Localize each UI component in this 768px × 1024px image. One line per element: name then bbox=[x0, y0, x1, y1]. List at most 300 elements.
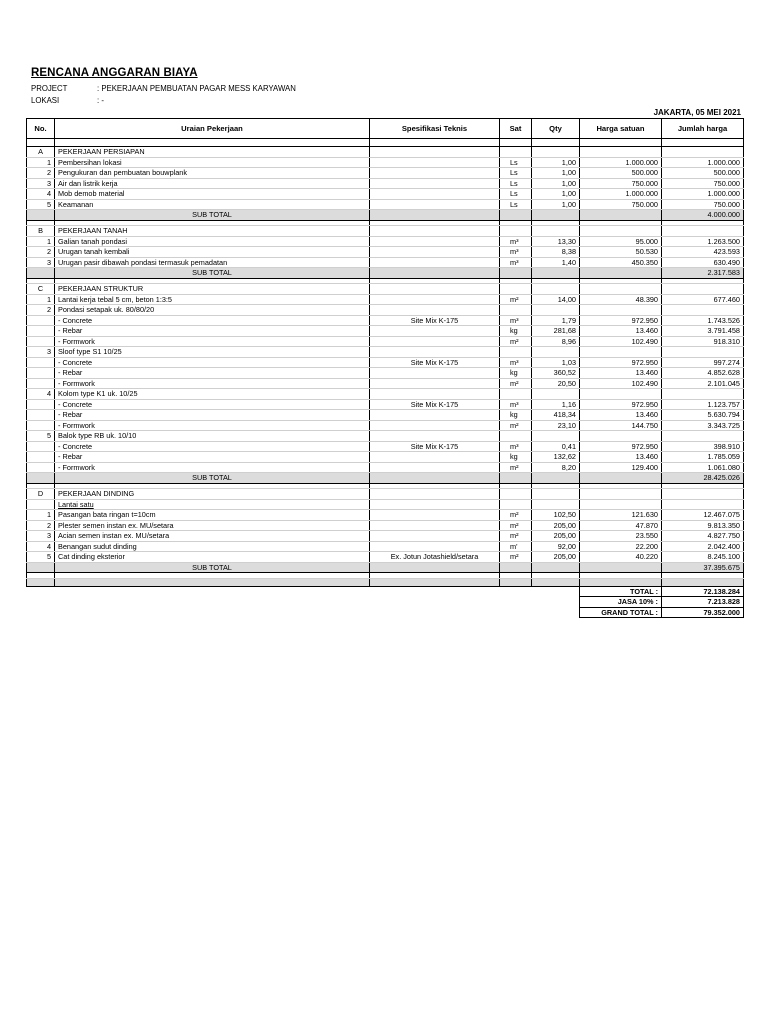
empty-cell bbox=[580, 473, 662, 484]
row-uraian: Keamanan bbox=[55, 199, 370, 210]
empty-cell bbox=[370, 226, 500, 237]
row-spesifikasi bbox=[370, 305, 500, 316]
empty-cell bbox=[532, 578, 580, 586]
section-header-row bbox=[27, 284, 744, 295]
table-row bbox=[27, 420, 744, 431]
row-harga-satuan: 48.390 bbox=[580, 294, 662, 305]
row-qty bbox=[532, 305, 580, 316]
empty-cell bbox=[500, 268, 532, 279]
row-sat: m³ bbox=[500, 236, 532, 247]
lokasi-label: LOKASI bbox=[31, 96, 60, 105]
row-qty: 205,00 bbox=[532, 520, 580, 531]
table-row bbox=[27, 368, 744, 379]
row-spesifikasi bbox=[370, 520, 500, 531]
row-no bbox=[27, 462, 55, 473]
row-jumlah-harga: 2.042.400 bbox=[662, 541, 744, 552]
row-jumlah-harga: 750.000 bbox=[662, 178, 744, 189]
row-spesifikasi bbox=[370, 157, 500, 168]
table-header-row bbox=[27, 119, 744, 139]
header-no: No. bbox=[27, 119, 55, 139]
row-no: 3 bbox=[27, 347, 55, 358]
total-value: 7.213.828 bbox=[662, 597, 744, 608]
row-harga-satuan bbox=[580, 431, 662, 442]
section-code: A bbox=[27, 147, 55, 158]
table-row bbox=[27, 431, 744, 442]
row-harga-satuan: 13.460 bbox=[580, 452, 662, 463]
row-qty: 102,50 bbox=[532, 510, 580, 521]
row-harga-satuan: 50.530 bbox=[580, 247, 662, 258]
row-harga-satuan: 972.950 bbox=[580, 315, 662, 326]
empty-cell bbox=[370, 473, 500, 484]
subtotal-label: SUB TOTAL bbox=[55, 562, 370, 573]
row-jumlah-harga: 3.791.458 bbox=[662, 326, 744, 337]
row-harga-satuan: 144.750 bbox=[580, 420, 662, 431]
empty-cell bbox=[580, 210, 662, 221]
row-harga-satuan: 47.870 bbox=[580, 520, 662, 531]
row-qty: 13,30 bbox=[532, 236, 580, 247]
empty-cell bbox=[662, 578, 744, 586]
row-spesifikasi bbox=[370, 541, 500, 552]
row-uraian: Pengukuran dan pembuatan bouwplank bbox=[55, 168, 370, 179]
row-qty: 20,50 bbox=[532, 378, 580, 389]
totals-row bbox=[27, 597, 744, 608]
row-jumlah-harga: 918.310 bbox=[662, 336, 744, 347]
section-title: PEKERJAAN DINDING bbox=[55, 489, 370, 500]
subtotal-row bbox=[27, 210, 744, 221]
row-jumlah-harga: 1.061.080 bbox=[662, 462, 744, 473]
row-uraian: Sloof type S1 10/25 bbox=[55, 347, 370, 358]
row-harga-satuan: 22.200 bbox=[580, 541, 662, 552]
subtotal-row bbox=[27, 268, 744, 279]
budget-table bbox=[26, 118, 744, 618]
table-row bbox=[27, 462, 744, 473]
subtotal-label: SUB TOTAL bbox=[55, 473, 370, 484]
row-spesifikasi bbox=[370, 389, 500, 400]
row-spesifikasi bbox=[370, 378, 500, 389]
row-sat bbox=[500, 347, 532, 358]
table-row bbox=[27, 236, 744, 247]
header-harga: Harga satuan bbox=[580, 119, 662, 139]
row-qty: 1,79 bbox=[532, 315, 580, 326]
section-title: PEKERJAAN TANAH bbox=[55, 226, 370, 237]
empty-cell bbox=[580, 139, 662, 147]
row-qty bbox=[532, 431, 580, 442]
empty-cell bbox=[55, 139, 370, 147]
row-no bbox=[27, 336, 55, 347]
subtotal-row bbox=[27, 473, 744, 484]
section-title: PEKERJAAN STRUKTUR bbox=[55, 284, 370, 295]
row-no bbox=[27, 420, 55, 431]
row-harga-satuan bbox=[580, 347, 662, 358]
row-sat: m² bbox=[500, 378, 532, 389]
row-spesifikasi bbox=[370, 178, 500, 189]
table-row bbox=[27, 336, 744, 347]
row-no: 3 bbox=[27, 178, 55, 189]
row-harga-satuan: 102.490 bbox=[580, 336, 662, 347]
row-jumlah-harga: 398.910 bbox=[662, 441, 744, 452]
empty-cell bbox=[662, 499, 744, 510]
row-sat: kg bbox=[500, 368, 532, 379]
row-spesifikasi bbox=[370, 452, 500, 463]
row-qty: 1,00 bbox=[532, 178, 580, 189]
row-spesifikasi bbox=[370, 462, 500, 473]
spacer-row bbox=[27, 139, 744, 147]
subtotal-value: 28.425.026 bbox=[662, 473, 744, 484]
empty-cell bbox=[370, 139, 500, 147]
row-no: 5 bbox=[27, 431, 55, 442]
row-harga-satuan: 972.950 bbox=[580, 441, 662, 452]
row-spesifikasi bbox=[370, 199, 500, 210]
row-spesifikasi: Site Mix K-175 bbox=[370, 357, 500, 368]
table-row bbox=[27, 541, 744, 552]
empty-cell bbox=[27, 499, 55, 510]
row-spesifikasi bbox=[370, 257, 500, 268]
row-jumlah-harga bbox=[662, 431, 744, 442]
row-qty: 1,16 bbox=[532, 399, 580, 410]
empty-cell bbox=[27, 473, 55, 484]
empty-cell bbox=[500, 284, 532, 295]
row-spesifikasi bbox=[370, 431, 500, 442]
row-sat: m² bbox=[500, 294, 532, 305]
row-sat bbox=[500, 431, 532, 442]
row-qty: 1,00 bbox=[532, 199, 580, 210]
empty-cell bbox=[580, 578, 662, 586]
row-no bbox=[27, 326, 55, 337]
project-value: : PEKERJAAN PEMBUATAN PAGAR MESS KARYAWAN bbox=[97, 84, 296, 93]
row-uraian: - Concrete bbox=[55, 399, 370, 410]
row-sat: m³ bbox=[500, 247, 532, 258]
row-uraian: - Concrete bbox=[55, 441, 370, 452]
row-no bbox=[27, 410, 55, 421]
table-row bbox=[27, 347, 744, 358]
row-harga-satuan: 972.950 bbox=[580, 399, 662, 410]
row-harga-satuan: 972.950 bbox=[580, 357, 662, 368]
empty-cell bbox=[27, 597, 580, 608]
table-row bbox=[27, 520, 744, 531]
empty-cell bbox=[500, 473, 532, 484]
subtotal-value: 37.395.675 bbox=[662, 562, 744, 573]
row-jumlah-harga: 8.245.100 bbox=[662, 552, 744, 563]
row-sat: m³ bbox=[500, 357, 532, 368]
empty-cell bbox=[27, 607, 580, 618]
empty-cell bbox=[500, 562, 532, 573]
row-no bbox=[27, 368, 55, 379]
row-qty: 0,41 bbox=[532, 441, 580, 452]
table-row bbox=[27, 247, 744, 258]
row-harga-satuan: 95.000 bbox=[580, 236, 662, 247]
row-sat: m³ bbox=[500, 441, 532, 452]
row-qty bbox=[532, 347, 580, 358]
subtotal-label: SUB TOTAL bbox=[55, 210, 370, 221]
row-jumlah-harga: 1.123.757 bbox=[662, 399, 744, 410]
row-harga-satuan: 750.000 bbox=[580, 199, 662, 210]
row-qty: 418,34 bbox=[532, 410, 580, 421]
row-sat: Ls bbox=[500, 199, 532, 210]
row-qty: 1,03 bbox=[532, 357, 580, 368]
empty-cell bbox=[370, 489, 500, 500]
row-sat: Ls bbox=[500, 178, 532, 189]
row-jumlah-harga bbox=[662, 389, 744, 400]
table-row bbox=[27, 441, 744, 452]
row-uraian: - Rebar bbox=[55, 452, 370, 463]
row-qty: 8,38 bbox=[532, 247, 580, 258]
row-no: 2 bbox=[27, 520, 55, 531]
row-harga-satuan: 121.630 bbox=[580, 510, 662, 521]
row-qty: 1,00 bbox=[532, 189, 580, 200]
row-uraian: Balok type RB uk. 10/10 bbox=[55, 431, 370, 442]
empty-cell bbox=[370, 210, 500, 221]
row-uraian: Plester semen instan ex. MU/setara bbox=[55, 520, 370, 531]
row-harga-satuan: 102.490 bbox=[580, 378, 662, 389]
subtotal-value: 2.317.583 bbox=[662, 268, 744, 279]
row-no bbox=[27, 399, 55, 410]
empty-cell bbox=[662, 489, 744, 500]
row-harga-satuan bbox=[580, 305, 662, 316]
row-no: 1 bbox=[27, 294, 55, 305]
row-no: 2 bbox=[27, 247, 55, 258]
row-jumlah-harga: 500.000 bbox=[662, 168, 744, 179]
empty-cell bbox=[370, 562, 500, 573]
subtotal-row bbox=[27, 562, 744, 573]
row-qty: 8,20 bbox=[532, 462, 580, 473]
totals-row bbox=[27, 607, 744, 618]
section-header-row bbox=[27, 226, 744, 237]
row-uraian: Acian semen instan ex. MU/setara bbox=[55, 531, 370, 542]
row-jumlah-harga: 1.000.000 bbox=[662, 189, 744, 200]
table-row bbox=[27, 257, 744, 268]
row-spesifikasi: Site Mix K-175 bbox=[370, 315, 500, 326]
section-title: PEKERJAAN PERSIAPAN bbox=[55, 147, 370, 158]
empty-cell bbox=[580, 268, 662, 279]
row-uraian: - Formwork bbox=[55, 336, 370, 347]
table-body bbox=[27, 139, 744, 618]
table-row bbox=[27, 357, 744, 368]
row-sat: m' bbox=[500, 541, 532, 552]
row-uraian: Pembersihan lokasi bbox=[55, 157, 370, 168]
empty-cell bbox=[500, 489, 532, 500]
total-value: 79.352.000 bbox=[662, 607, 744, 618]
row-harga-satuan: 129.400 bbox=[580, 462, 662, 473]
row-harga-satuan: 13.460 bbox=[580, 326, 662, 337]
empty-cell bbox=[532, 226, 580, 237]
empty-cell bbox=[580, 284, 662, 295]
row-harga-satuan: 13.460 bbox=[580, 368, 662, 379]
row-uraian: - Formwork bbox=[55, 378, 370, 389]
document-title: RENCANA ANGGARAN BIAYA bbox=[31, 67, 198, 79]
row-spesifikasi bbox=[370, 510, 500, 521]
row-uraian: Galian tanah pondasi bbox=[55, 236, 370, 247]
table-row bbox=[27, 294, 744, 305]
row-no bbox=[27, 315, 55, 326]
table-row bbox=[27, 199, 744, 210]
project-label: PROJECT bbox=[31, 84, 68, 93]
row-sat: m² bbox=[500, 552, 532, 563]
header-sat: Sat bbox=[500, 119, 532, 139]
row-jumlah-harga bbox=[662, 305, 744, 316]
empty-cell bbox=[27, 139, 55, 147]
row-uraian: - Formwork bbox=[55, 420, 370, 431]
row-jumlah-harga: 3.343.725 bbox=[662, 420, 744, 431]
row-qty: 8,96 bbox=[532, 336, 580, 347]
row-no: 5 bbox=[27, 199, 55, 210]
table-row bbox=[27, 326, 744, 337]
closing-row bbox=[27, 578, 744, 586]
empty-cell bbox=[500, 147, 532, 158]
empty-cell bbox=[27, 578, 55, 586]
row-uraian: Cat dinding eksterior bbox=[55, 552, 370, 563]
row-jumlah-harga: 1.263.500 bbox=[662, 236, 744, 247]
row-jumlah-harga: 2.101.045 bbox=[662, 378, 744, 389]
header-spesifikasi: Spesifikasi Teknis bbox=[370, 119, 500, 139]
row-harga-satuan: 450.350 bbox=[580, 257, 662, 268]
table-row bbox=[27, 452, 744, 463]
row-no: 1 bbox=[27, 157, 55, 168]
row-uraian: - Rebar bbox=[55, 410, 370, 421]
empty-cell bbox=[500, 499, 532, 510]
empty-cell bbox=[532, 139, 580, 147]
row-uraian: Lantai kerja tebal 5 cm, beton 1:3:5 bbox=[55, 294, 370, 305]
row-uraian: - Rebar bbox=[55, 368, 370, 379]
empty-cell bbox=[532, 489, 580, 500]
empty-cell bbox=[580, 499, 662, 510]
table-row bbox=[27, 305, 744, 316]
row-no: 2 bbox=[27, 305, 55, 316]
row-qty: 1,00 bbox=[532, 157, 580, 168]
row-no: 1 bbox=[27, 236, 55, 247]
empty-cell bbox=[580, 226, 662, 237]
row-uraian: - Concrete bbox=[55, 357, 370, 368]
empty-cell bbox=[580, 489, 662, 500]
empty-cell bbox=[500, 210, 532, 221]
document-date: JAKARTA, 05 MEI 2021 bbox=[653, 108, 741, 117]
table-row bbox=[27, 168, 744, 179]
section-header-row bbox=[27, 489, 744, 500]
empty-cell bbox=[532, 499, 580, 510]
row-jumlah-harga: 677.460 bbox=[662, 294, 744, 305]
row-jumlah-harga bbox=[662, 347, 744, 358]
table-row bbox=[27, 189, 744, 200]
empty-cell bbox=[532, 284, 580, 295]
row-sat: m² bbox=[500, 336, 532, 347]
row-qty bbox=[532, 389, 580, 400]
header-jumlah: Jumlah harga bbox=[662, 119, 744, 139]
row-no: 4 bbox=[27, 541, 55, 552]
empty-cell bbox=[500, 578, 532, 586]
row-sat: m³ bbox=[500, 399, 532, 410]
row-sat: m² bbox=[500, 462, 532, 473]
row-qty: 132,62 bbox=[532, 452, 580, 463]
row-spesifikasi bbox=[370, 294, 500, 305]
row-qty: 1,40 bbox=[532, 257, 580, 268]
table-row bbox=[27, 157, 744, 168]
row-jumlah-harga: 630.490 bbox=[662, 257, 744, 268]
row-spesifikasi bbox=[370, 347, 500, 358]
row-sat: Ls bbox=[500, 168, 532, 179]
row-spesifikasi: Site Mix K-175 bbox=[370, 441, 500, 452]
row-harga-satuan: 500.000 bbox=[580, 168, 662, 179]
row-spesifikasi bbox=[370, 420, 500, 431]
row-qty: 281,68 bbox=[532, 326, 580, 337]
total-value: 72.138.284 bbox=[662, 586, 744, 597]
row-jumlah-harga: 5.630.794 bbox=[662, 410, 744, 421]
row-jumlah-harga: 1.785.059 bbox=[662, 452, 744, 463]
row-qty: 1,00 bbox=[532, 168, 580, 179]
table-row bbox=[27, 378, 744, 389]
row-uraian: Urugan pasir dibawah pondasi termasuk pemadatan bbox=[55, 257, 370, 268]
total-label: TOTAL : bbox=[580, 586, 662, 597]
row-no: 3 bbox=[27, 257, 55, 268]
row-uraian: Mob demob material bbox=[55, 189, 370, 200]
row-qty: 360,52 bbox=[532, 368, 580, 379]
row-spesifikasi bbox=[370, 368, 500, 379]
row-jumlah-harga: 9.813.350 bbox=[662, 520, 744, 531]
table-row bbox=[27, 315, 744, 326]
row-no bbox=[27, 441, 55, 452]
row-no bbox=[27, 378, 55, 389]
empty-cell bbox=[580, 147, 662, 158]
row-qty: 205,00 bbox=[532, 552, 580, 563]
row-qty: 23,10 bbox=[532, 420, 580, 431]
empty-cell bbox=[27, 562, 55, 573]
row-spesifikasi bbox=[370, 247, 500, 258]
row-jumlah-harga: 997.274 bbox=[662, 357, 744, 368]
row-qty: 14,00 bbox=[532, 294, 580, 305]
row-sat: m³ bbox=[500, 315, 532, 326]
row-sat: m³ bbox=[500, 257, 532, 268]
empty-cell bbox=[500, 226, 532, 237]
row-sat: m² bbox=[500, 531, 532, 542]
total-label: JASA 10% : bbox=[580, 597, 662, 608]
empty-cell bbox=[370, 284, 500, 295]
section-code: B bbox=[27, 226, 55, 237]
section-subheading-row bbox=[27, 499, 744, 510]
row-sat: Ls bbox=[500, 157, 532, 168]
row-harga-satuan: 750.000 bbox=[580, 178, 662, 189]
empty-cell bbox=[532, 210, 580, 221]
row-harga-satuan bbox=[580, 389, 662, 400]
row-sat: Ls bbox=[500, 189, 532, 200]
totals-row bbox=[27, 586, 744, 597]
row-jumlah-harga: 750.000 bbox=[662, 199, 744, 210]
empty-cell bbox=[662, 147, 744, 158]
row-jumlah-harga: 12.467.075 bbox=[662, 510, 744, 521]
table-row bbox=[27, 410, 744, 421]
empty-cell bbox=[500, 139, 532, 147]
row-no: 4 bbox=[27, 389, 55, 400]
row-spesifikasi bbox=[370, 326, 500, 337]
empty-cell bbox=[27, 586, 580, 597]
table-row bbox=[27, 399, 744, 410]
row-uraian: Kolom type K1 uk. 10/25 bbox=[55, 389, 370, 400]
row-jumlah-harga: 4.827.750 bbox=[662, 531, 744, 542]
empty-cell bbox=[532, 473, 580, 484]
row-spesifikasi: Ex. Jotun Jotashield/setara bbox=[370, 552, 500, 563]
section-code: C bbox=[27, 284, 55, 295]
row-qty: 205,00 bbox=[532, 531, 580, 542]
empty-cell bbox=[580, 562, 662, 573]
section-code: D bbox=[27, 489, 55, 500]
table-row bbox=[27, 552, 744, 563]
table-row bbox=[27, 178, 744, 189]
empty-cell bbox=[662, 284, 744, 295]
row-uraian: Air dan listrik kerja bbox=[55, 178, 370, 189]
row-spesifikasi: Site Mix K-175 bbox=[370, 399, 500, 410]
row-uraian: Pondasi setapak uk. 80/80/20 bbox=[55, 305, 370, 316]
row-harga-satuan: 13.460 bbox=[580, 410, 662, 421]
row-no: 1 bbox=[27, 510, 55, 521]
row-spesifikasi bbox=[370, 168, 500, 179]
empty-cell bbox=[370, 499, 500, 510]
